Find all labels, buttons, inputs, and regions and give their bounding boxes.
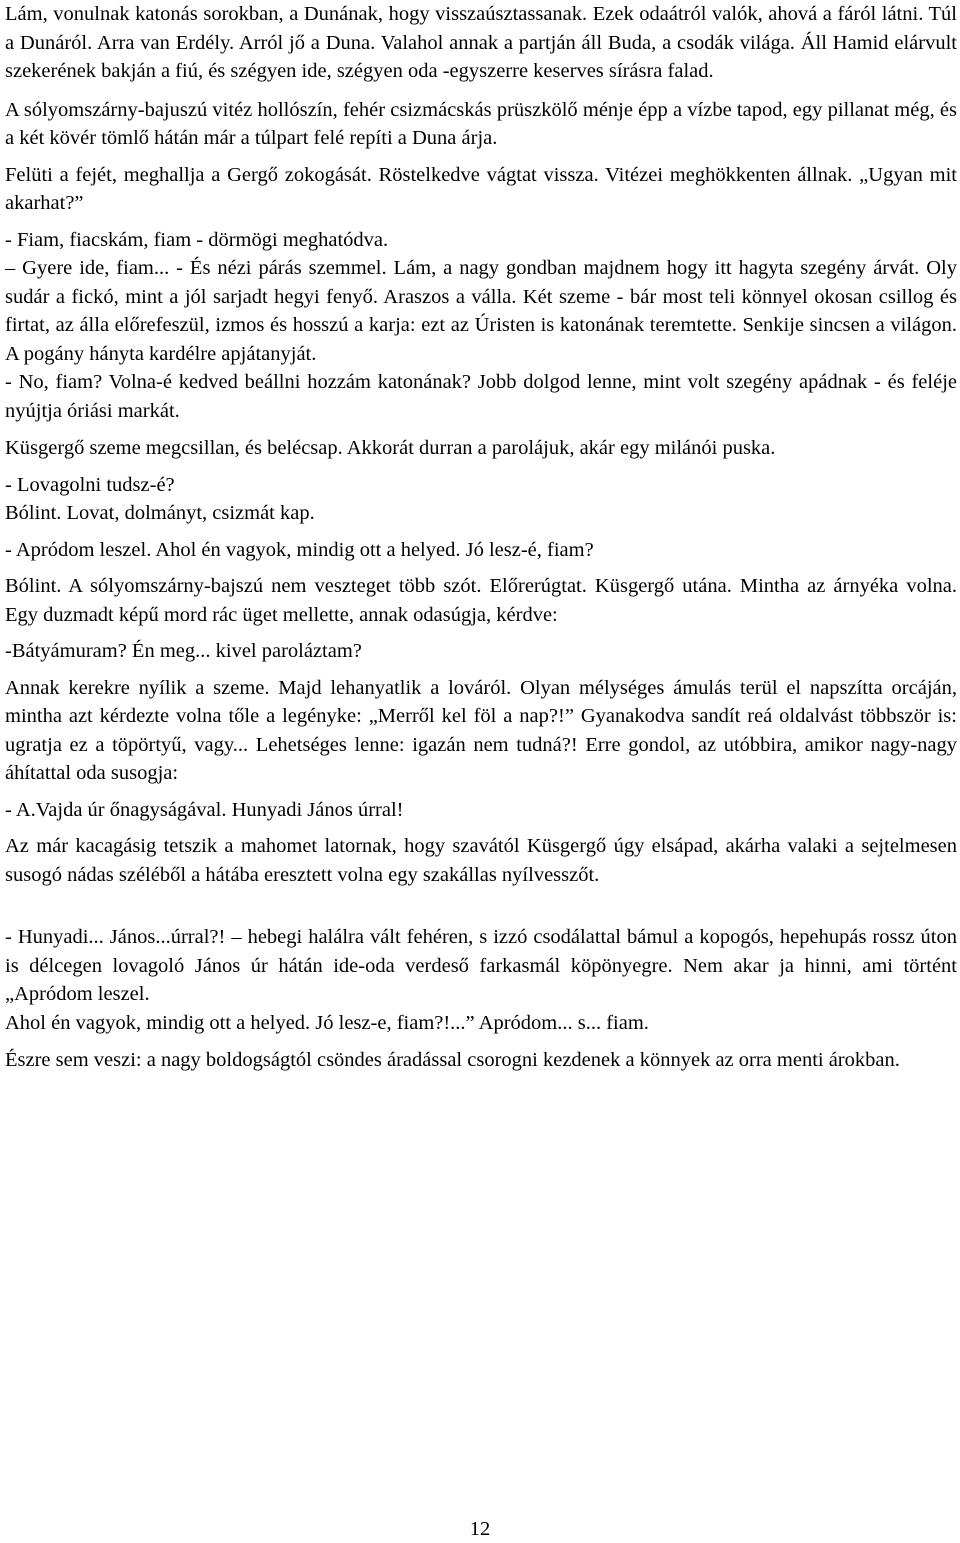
- paragraph-2: [5, 96, 957, 153]
- paragraph-9-text: Bólint. Lovat, dolmányt, csizmát kap.: [5, 502, 315, 524]
- paragraph-18-text: Észre sem veszi: a nagy boldogságtól csöndes áradással csorogni kezdenek a könnyek az orra menti árokban.: [5, 1049, 900, 1071]
- paragraph-4-text: - Fiam, fiacskám, fiam - dörmögi meghatódva.: [5, 228, 389, 251]
- paragraph-3-text: Felüti a fejét, meghallja a Gergő zokogását. Röstelkedve vágtat vissza. Vitézei meghökkenten állnak. „Ugyan mit akarhat?”: [5, 163, 957, 214]
- paragraph-17-text: Ahol én vagyok, mindig ott a helyed. Jó lesz-e, fiam?!...” Apródom... s... fiam.: [5, 1011, 649, 1034]
- paragraph-1: [5, 0, 957, 86]
- paragraph-10-text: - Apródom leszel. Ahol én vagyok, mindig ott a helyed. Jó lesz-é, fiam?: [5, 538, 594, 561]
- paragraph-3: [5, 161, 957, 218]
- paragraph-8: [5, 471, 957, 500]
- paragraph-2-text: A sólyomszárny-bajuszú vitéz hollószín, fehér csizmácskás prüszkölő ménje épp a vízbe tapod, egy pillanat még, és a két kövér tömlő hátán már a túlpart felé repíti a Duna árja.: [5, 98, 957, 149]
- paragraph-6: [5, 368, 957, 425]
- paragraph-1-text: Lám, vonulnak katonás sorokban, a Dunának, hogy visszaúsztassanak. Ezek odaátról valók, ahová a fáról látni. Túl a Dunáról. Arra van Erdély. Arról jő a Duna. Valahol annak a partján áll Buda, a csodák világa. Áll Hamid elárvult szekerének bakján a fiú, és szégyen ide, szégyen oda -egyszerre keserves sírásra falad.: [5, 3, 957, 82]
- paragraph-16-text: - Hunyadi... János...úrral?! – hebegi halálra vált fehéren, s izzó csodálattal bámul a kopogós, hepehupás rossz úton is délcegen lovagoló János úr hátán ide-oda verdeső farkasmál köpönyegre. Nem akar ja hinni, ami történt „Apródom leszel.: [5, 926, 957, 1005]
- document-body: [5, 0, 957, 1075]
- page-number: 12: [469, 1518, 491, 1540]
- paragraph-7-text: Küsgergő szeme megcsillan, és belécsap. Akkorát durran a parolájuk, akár egy milánói puska.: [5, 437, 776, 459]
- paragraph-18: [5, 1046, 957, 1075]
- paragraph-12-text: -Bátyámuram? Én meg... kivel paroláztam?: [5, 640, 362, 662]
- paragraph-5-text: – Gyere ide, fiam... - És nézi párás szemmel. Lám, a nagy gondban majdnem hogy itt hagyta szegény árvát. Oly sudár a fickó, mint a jól sarjadt hegyi fenyő. Araszos a válla. Két szeme - bár most teli könnyel okosan csillog és firtat, az álla előrefeszül, izmos és hosszú a karja: ezt az Úristen is katonának teremtette. Senkije sincsen a világon. A pogány hányta kardélre apjátanyját.: [5, 257, 957, 365]
- paragraph-4: [5, 226, 957, 255]
- paragraph-13-text: Annak kerekre nyílik a szeme. Majd lehanyatlik a lováról. Olyan mélységes ámulás terül el napszítta orcáján, mintha azt kérdezte volna tőle a legényke: „Merről kel föl a nap?!” Gyanakodva sandít reá oldalvást többször is: ugratja ez a töpörtyű, vagy... Lehetséges lenne: igazán nem tudná?! Erre gondol, az utóbbira, amikor nagy-nagy áhítattal oda susogja:: [5, 676, 957, 784]
- paragraph-5: [5, 254, 957, 368]
- paragraph-13: [5, 674, 957, 788]
- paragraph-14-text: - A.Vajda úr őnagyságával. Hunyadi János úrral!: [5, 798, 404, 821]
- paragraph-11-text: Bólint. A sólyomszárny-bajszú nem veszteget több szót. Előrerúgtat. Küsgergő utána. Mintha az árnyéka volna. Egy duzmadt képű mord rác üget mellette, annak odasúgja, kérdve:: [5, 575, 957, 626]
- paragraph-15-text: Az már kacagásig tetszik a mahomet latornak, hogy szavától Küsgergő úgy elsápad, akárha valaki a sejtelmesen susogó nádas széléből a hátába eresztett volna egy szakállas nyílvesszőt.: [5, 835, 957, 886]
- paragraph-16: [5, 923, 957, 1009]
- paragraph-8-text: - Lovagolni tudsz-é?: [5, 473, 175, 496]
- paragraph-6-text: - No, fiam? Volna-é kedved beállni hozzám katonának? Jobb dolgod lenne, mint volt szegény apádnak - és feléje nyújtja óriási markát.: [5, 371, 957, 422]
- paragraph-17: [5, 1009, 957, 1038]
- paragraph-14: [5, 796, 957, 825]
- paragraph-12: [5, 637, 957, 666]
- paragraph-7: [5, 434, 957, 463]
- paragraph-15: [5, 832, 957, 889]
- paragraph-11: [5, 572, 957, 629]
- paragraph-10: [5, 536, 957, 565]
- paragraph-9: [5, 499, 957, 528]
